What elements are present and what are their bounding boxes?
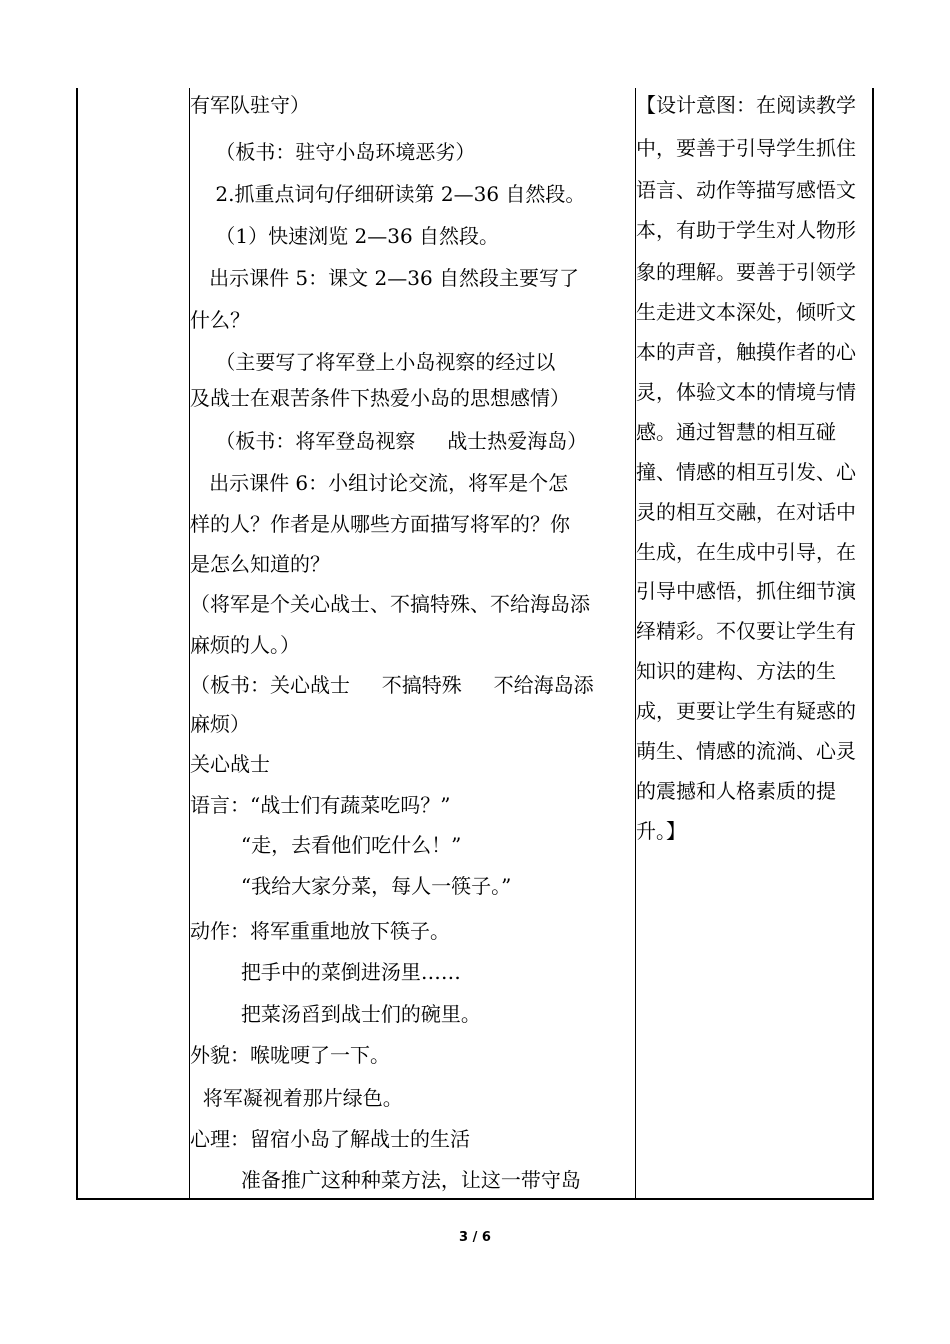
text-line: （将军是个关心战士、不搞特殊、不给海岛添 <box>190 592 590 616</box>
note-line: 灵的相互交融，在对话中 <box>636 500 856 524</box>
note-line: 知识的建构、方法的生 <box>636 659 836 683</box>
text-line: 出示课件 5：课文 2—36 自然段主要写了 <box>190 266 580 290</box>
text-line: 把手中的菜倒进汤里…… <box>190 960 461 984</box>
note-line: 感。通过智慧的相互碰 <box>636 420 836 444</box>
text-line: 有军队驻守） <box>190 93 310 117</box>
text-line: “走，去看他们吃什么！” <box>190 833 462 857</box>
note-line: 生成，在生成中引导，在 <box>636 540 856 564</box>
note-line: 象的理解。要善于引领学 <box>636 260 856 284</box>
text-line: 外貌：喉咙哽了一下。 <box>190 1043 390 1067</box>
text-line: 语言：“战士们有蔬菜吃吗？” <box>190 793 451 817</box>
text-line: “我给大家分菜，每人一筷子。” <box>190 874 512 898</box>
note-line: 中，要善于引导学生抓住 <box>636 136 856 160</box>
note-line: 撞、情感的相互引发、心 <box>636 460 856 484</box>
text-line: 2.抓重点词句仔细研读第 2—36 自然段。 <box>190 182 586 206</box>
text-line: 麻烦的人。） <box>190 633 300 657</box>
note-line: 语言、动作等描写感悟文 <box>636 178 856 202</box>
text-line: 动作：将军重重地放下筷子。 <box>190 919 450 943</box>
text-line: （主要写了将军登上小岛视察的经过以 <box>190 350 556 374</box>
text-line: （板书：驻守小岛环境恶劣） <box>190 140 476 164</box>
note-line: 本的声音，触摸作者的心 <box>636 340 856 364</box>
note-line: 本，有助于学生对人物形 <box>636 218 856 242</box>
text-line: 是怎么知道的？ <box>190 552 330 576</box>
teaching-process-cell <box>190 88 635 1198</box>
text-line: 关心战士 <box>190 752 270 776</box>
note-line: 引导中感悟，抓住细节演 <box>636 579 856 603</box>
text-line: （板书：关心战士 不搞特殊 不给海岛添 <box>190 673 594 697</box>
lesson-table <box>76 88 874 1200</box>
note-line: 的震撼和人格素质的提 <box>636 779 836 803</box>
text-line: 出示课件 6：小组讨论交流，将军是个怎 <box>190 471 569 495</box>
note-line: 绎精彩。不仅要让学生有 <box>636 619 856 643</box>
note-line: 灵，体验文本的情境与情 <box>636 380 856 404</box>
text-line: 把菜汤舀到战士们的碗里。 <box>190 1002 481 1026</box>
design-intent-cell <box>636 88 872 1198</box>
note-line: 升。】 <box>636 819 686 843</box>
page-number: 3 / 6 <box>459 1230 491 1245</box>
text-line: 麻烦） <box>190 712 250 736</box>
note-line: 萌生、情感的流淌、心灵 <box>636 739 856 763</box>
note-line: 成，更要让学生有疑惑的 <box>636 699 856 723</box>
text-line: （板书：将军登岛视察 战士热爱海岛） <box>190 429 588 453</box>
note-line: 【设计意图：在阅读教学 <box>636 93 856 117</box>
text-line: 将军凝视着那片绿色。 <box>190 1086 403 1110</box>
text-line: （1）快速浏览 2—36 自然段。 <box>190 224 500 248</box>
text-line: 心理：留宿小岛了解战士的生活 <box>190 1127 470 1151</box>
text-line: 样的人？作者是从哪些方面描写将军的？你 <box>190 512 570 536</box>
note-line: 生走进文本深处，倾听文 <box>636 300 856 324</box>
text-line: 及战士在艰苦条件下热爱小岛的思想感情） <box>190 386 570 410</box>
text-line: 什么？ <box>190 308 250 332</box>
text-line: 准备推广这种种菜方法，让这一带守岛 <box>190 1168 581 1192</box>
